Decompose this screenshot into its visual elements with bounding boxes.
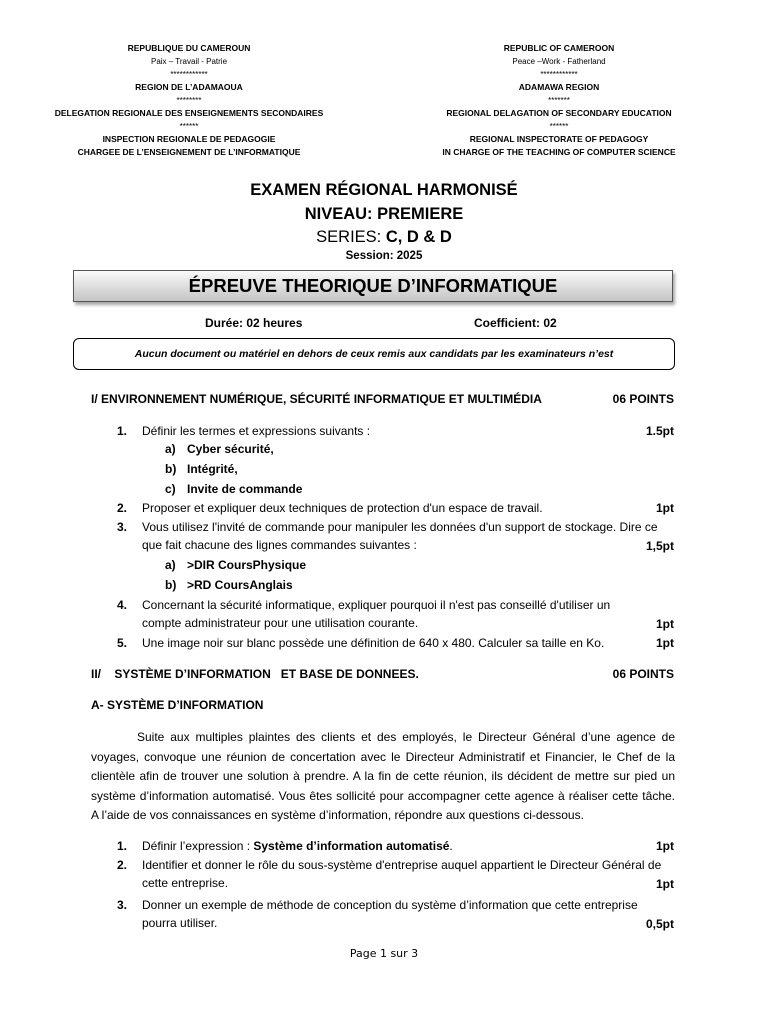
sub-text: Invite de commande: [187, 482, 303, 496]
section-2-subtitle: A- SYSTÈME D’INFORMATION: [91, 698, 264, 712]
exam-duration: Durée: 02 heures: [205, 316, 303, 330]
sub-letter: c): [165, 482, 176, 496]
sub-question: [165, 558, 306, 572]
exam-series: [0, 228, 768, 247]
question-text: Une image noir sur blanc possède une définition de 640 x 480. Calculer sa taille en Ko.: [142, 636, 605, 650]
question-number: 5.: [117, 636, 128, 650]
question-text: Proposer et expliquer deux techniques de protection d'un espace de travail.: [142, 501, 543, 515]
separator: ************: [540, 70, 578, 79]
country-en: REPUBLIC OF CAMEROON: [503, 43, 615, 53]
header-left: [30, 42, 348, 159]
sub-letter: a): [165, 558, 176, 572]
question-text: Identifier et donner le rôle du sous-système d'entreprise auquel appartient le Directeur Général de cette entreprise.: [142, 858, 662, 890]
exam-title: EXAMEN RÉGIONAL HARMONISÉ: [250, 181, 518, 199]
question-points: 1pt: [656, 636, 674, 650]
separator: ************: [170, 70, 208, 79]
question-number: 2.: [117, 858, 128, 872]
sub-text: Intégrité,: [187, 462, 238, 476]
question-number: 1.: [117, 424, 128, 438]
inspection-fr-line1: INSPECTION REGIONALE DE PEDAGOGIE: [102, 134, 276, 144]
separator: ******: [179, 122, 199, 131]
section-title: II/ SYSTÈME D’INFORMATION ET BASE DE DONNEES.: [91, 667, 419, 681]
section-1-heading: [91, 392, 674, 406]
sub-question: [165, 578, 293, 592]
section-title: I/ ENVIRONNEMENT NUMÉRIQUE, SÉCURITÉ INFORMATIQUE ET MULTIMÉDIA: [91, 392, 542, 406]
question-number: 2.: [117, 501, 128, 515]
subject-banner: ÉPREUVE THEORIQUE D’INFORMATIQUE: [73, 270, 673, 302]
inspection-en-line2: IN CHARGE OF THE TEACHING OF COMPUTER SCIENCE: [442, 147, 676, 157]
delegation-fr: DELEGATION REGIONALE DES ENSEIGNEMENTS SECONDAIRES: [54, 108, 324, 118]
sub-letter: b): [165, 578, 177, 592]
page-number: Page 1 sur 3: [349, 947, 419, 960]
separator: ********: [176, 96, 202, 105]
sub-text: Cyber sécurité,: [187, 442, 274, 456]
country-fr: REPUBLIQUE DU CAMEROUN: [127, 43, 251, 53]
series-value: C, D & D: [381, 228, 452, 246]
exam-session: Session: 2025: [345, 250, 423, 262]
question-points: 1pt: [656, 839, 674, 853]
question-text: [142, 837, 642, 855]
question-text-suffix: .: [449, 839, 453, 853]
question-number: 3.: [117, 520, 128, 534]
question-text: Donner un exemple de méthode de conception du système d’information que cette entreprise pourra utiliser.: [142, 898, 638, 930]
inspection-fr-line2: CHARGEE DE L’ENSEIGNEMENT DE L’INFORMATIQUE: [77, 147, 301, 157]
question-text: Définir les termes et expressions suivants :: [142, 424, 371, 438]
sub-letter: a): [165, 442, 176, 456]
section-points: 06 POINTS: [612, 392, 674, 406]
question-text: Vous utilisez l'invité de commande pour manipuler les données d'un support de stockage. Dire ce que fait chacune des lignes commandes suivantes :: [142, 520, 658, 552]
question-number: 4.: [117, 598, 128, 612]
exam-coefficient: Coefficient: 02: [474, 316, 557, 330]
region-fr: REGION DE L’ADAMAOUA: [135, 82, 243, 92]
sub-text: >DIR CoursPhysique: [187, 558, 307, 572]
delegation-en: REGIONAL DELAGATION OF SECONDARY EDUCATION: [446, 108, 672, 118]
case-study-paragraph: [91, 728, 675, 826]
separator: ******: [549, 122, 569, 131]
question-text-prefix: Définir l’expression :: [142, 839, 254, 853]
sub-text: >RD CoursAnglais: [187, 578, 293, 592]
question-points: 1,5pt: [645, 539, 674, 553]
question-points: 1.5pt: [645, 424, 674, 438]
question-points: 0,5pt: [645, 917, 674, 931]
exam-level: NIVEAU: PREMIERE: [304, 205, 464, 223]
section-points: 06 POINTS: [612, 667, 674, 681]
sub-question: [165, 462, 238, 476]
question-points: 1pt: [656, 877, 674, 891]
question-number: 3.: [117, 898, 128, 912]
inspection-en-line1: REGIONAL INSPECTORATE OF PEDAGOGY: [469, 134, 649, 144]
sub-letter: b): [165, 462, 177, 476]
question-number: 1.: [117, 839, 128, 853]
separator: *******: [548, 96, 570, 105]
question-points: 1pt: [656, 617, 674, 631]
motto-en: Peace –Work - Fatherland: [512, 57, 606, 66]
exam-notice: Aucun document ou matériel en dehors de ceux remis aux candidats par les examinateurs n’est: [73, 338, 675, 370]
sub-question: [165, 482, 302, 496]
question-text-bold: Système d’information automatisé: [253, 839, 450, 853]
header-right: [418, 42, 700, 159]
question-text: Concernant la sécurité informatique, expliquer pourquoi il n'est pas conseillé d'utiliser un compte administrateur pour une utilisation courante.: [142, 598, 611, 630]
region-en: ADAMAWA REGION: [518, 82, 600, 92]
section-2-heading: [91, 667, 674, 681]
sub-question: [165, 442, 274, 456]
motto-fr: Paix – Travail - Patrie: [150, 57, 228, 66]
question-points: 1pt: [656, 501, 674, 515]
series-label: SERIES:: [316, 228, 382, 246]
paragraph-text: Suite aux multiples plaintes des clients et des employés, le Directeur Général d’une agence de voyages, convoque une réunion de concertation avec le Directeur Administratif et Financier, le Chef de la clientèle afin de trouver une solution à prendre. A la fin de cette réunion, ils décident de mettre sur pied un système d’information automatisé. Vous êtes sollicité pour accompagner cette agence à réaliser cette tâche. A l’aide de vos connaissances en système d’information, répondre aux questions ci-dessous.: [91, 730, 675, 822]
